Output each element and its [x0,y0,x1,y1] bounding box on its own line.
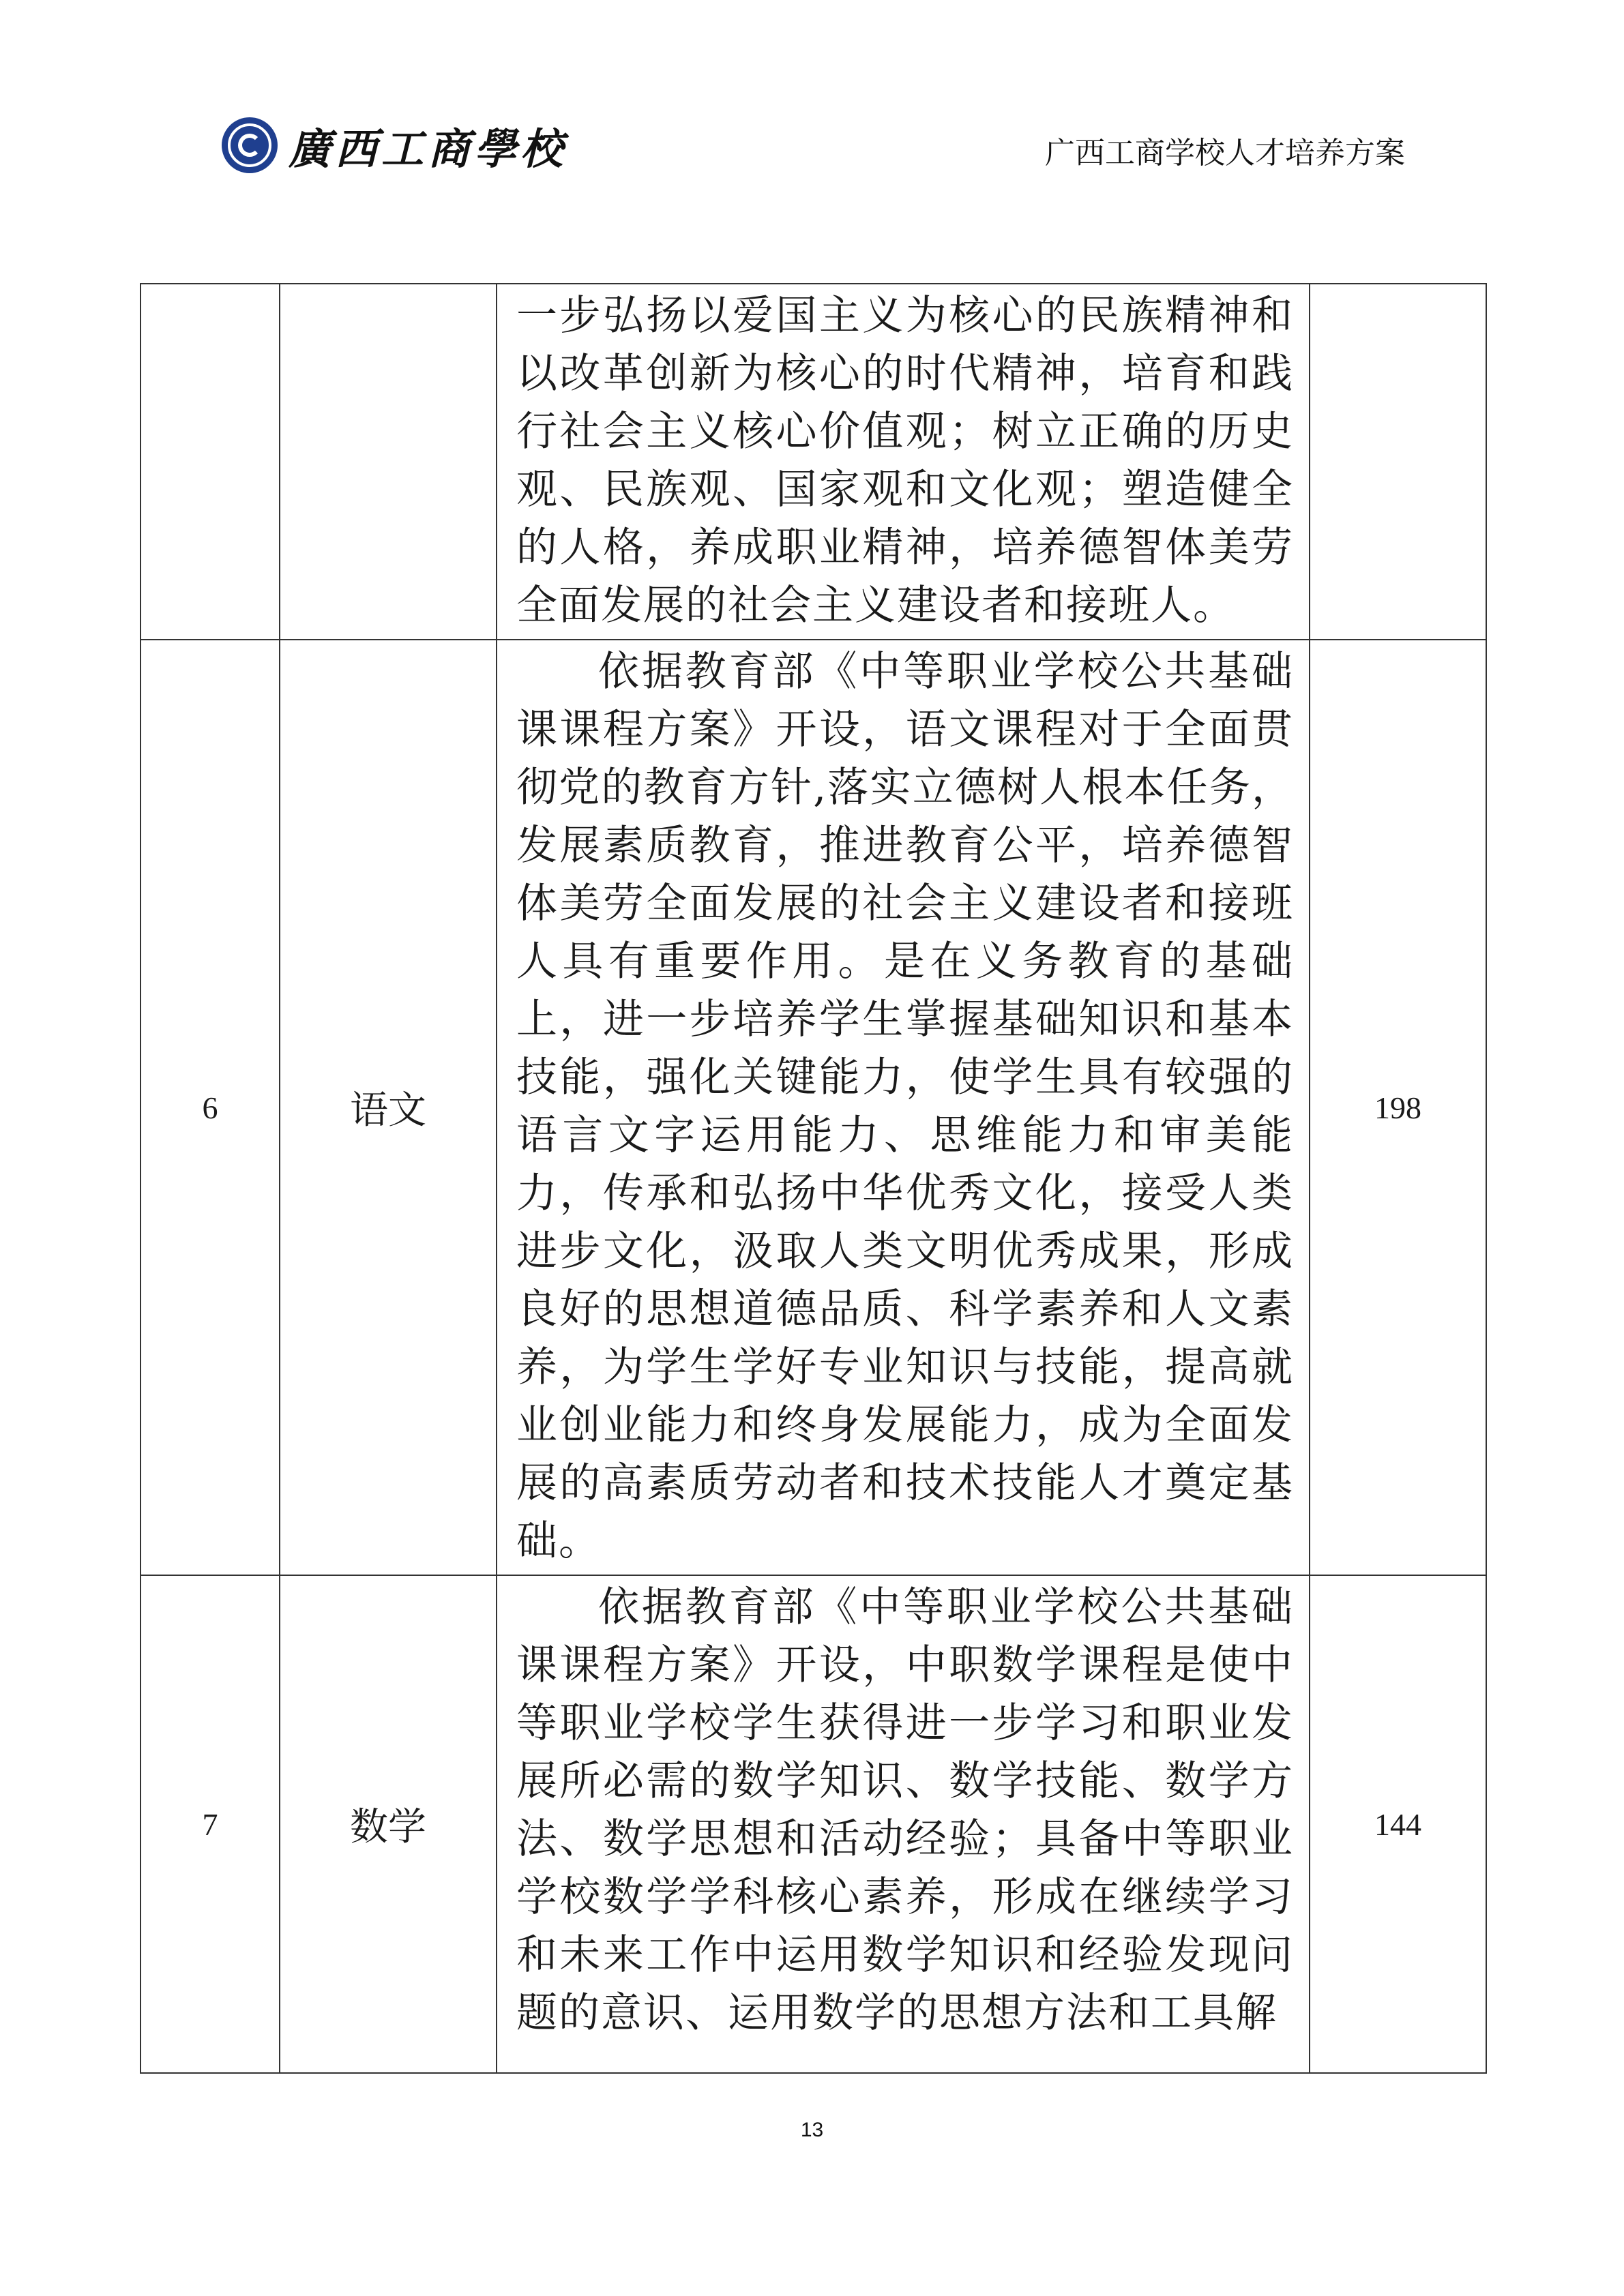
school-name: 廣西工商學校 [289,123,567,174]
course-table [140,283,1487,2074]
document-title: 广西工商学校人才培养方案 [1045,136,1405,170]
course-number: 6 [141,640,280,1575]
school-seal-icon [222,117,278,173]
course-name: 语文 [280,640,497,1575]
course-description: 依据教育部《中等职业学校公共基础课课程方案》开设，语文课程对于全面贯彻党的教育方针,落实立德树人根本任务，发展素质教育，推进教育公平，培养德智体美劳全面发展的社会主义建设者和接班人具有重要作用。是在义务教育的基础上，进一步培养学生掌握基础知识和基本技能，强化关键能力，使学生具有较强的语言文字运用能力、思维能力和审美能力，传承和弘扬中华优秀文化，接受人类进步文化，汲取人类文明优秀成果，形成良好的思想道德品质、科学素养和人文素养，为学生学好专业知识与技能，提高就业创业能力和终身发展能力，成为全面发展的高素质劳动者和技术技能人才奠定基础。 [497,640,1310,1575]
course-hours [1310,284,1486,640]
school-logo [222,113,567,178]
course-name [280,284,497,640]
page-number: 13 [800,2119,824,2141]
table-row [141,284,1486,640]
course-description: 一步弘扬以爱国主义为核心的民族精神和以改革创新为核心的时代精神，培育和践行社会主义核心价值观；树立正确的历史观、民族观、国家观和文化观；塑造健全的人格，养成职业精神，培养德智体美劳全面发展的社会主义建设者和接班人。 [497,284,1310,640]
course-hours: 198 [1310,640,1486,1575]
course-number: 7 [141,1575,280,2073]
table-row [141,1575,1486,2073]
course-hours: 144 [1310,1575,1486,2073]
course-description: 依据教育部《中等职业学校公共基础课课程方案》开设，中职数学课程是使中等职业学校学生获得进一步学习和职业发展所必需的数学知识、数学技能、数学方法、数学思想和活动经验；具备中等职业学校数学学科核心素养，形成在继续学习和未来工作中运用数学知识和经验发现问题的意识、运用数学的思想方法和工具解 [497,1575,1310,2073]
course-number [141,284,280,640]
page-header [0,0,1624,205]
table-row [141,640,1486,1575]
course-name: 数学 [280,1575,497,2073]
